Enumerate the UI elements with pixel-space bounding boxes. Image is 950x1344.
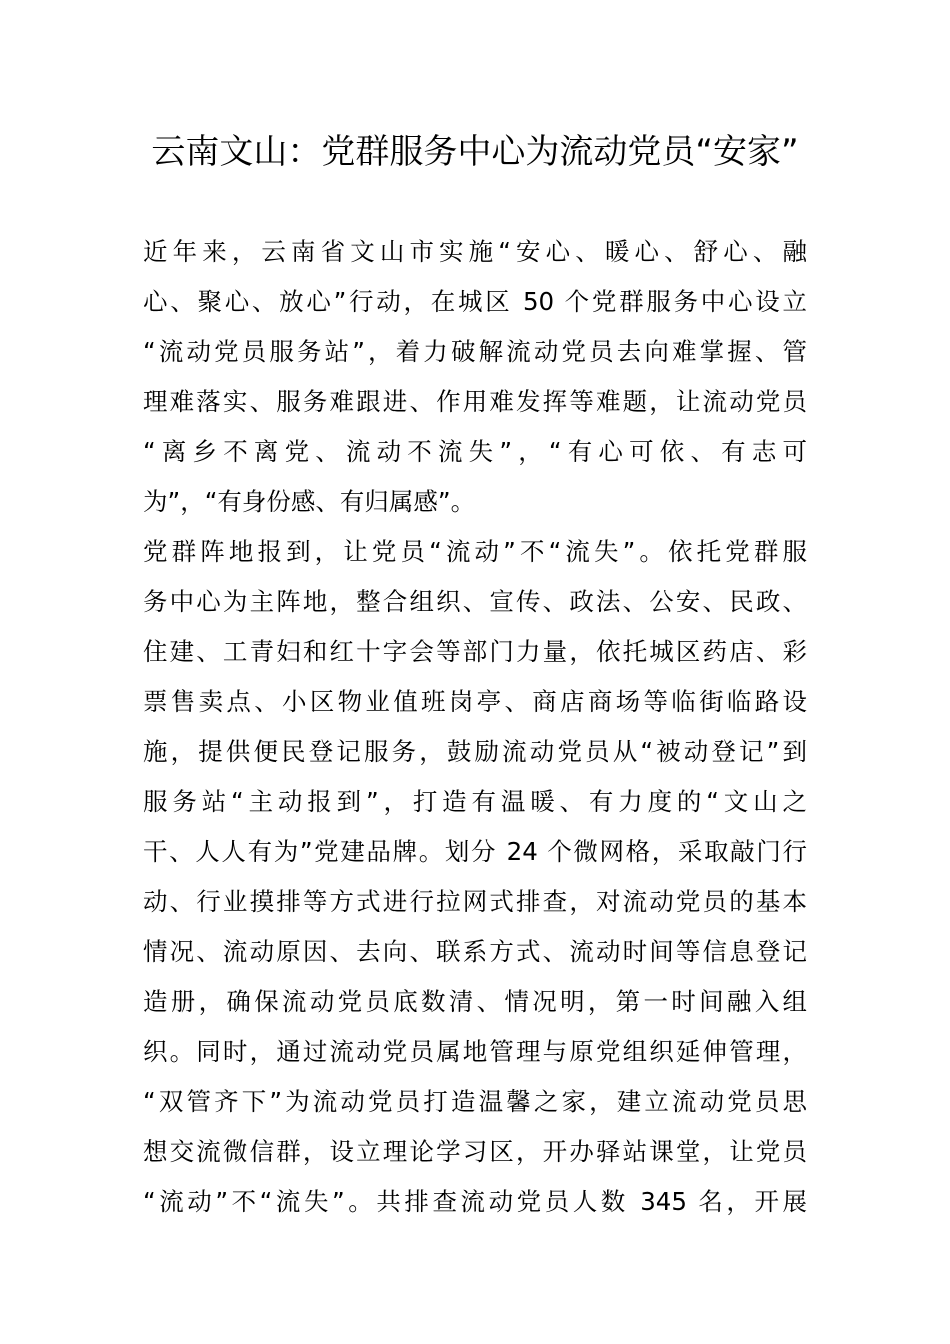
document-title: 云南文山：党群服务中心为流动党员“安家”: [151, 132, 799, 172]
text-line: 干、人人有为”党建品牌。划分 24 个微网格，采取敲门行: [143, 837, 807, 866]
text-line: 心、聚心、放心”行动，在城区 50 个党群服务中心设立: [143, 287, 807, 316]
text-line: “双管齐下”为流动党员打造温馨之家，建立流动党员思: [143, 1087, 807, 1116]
text-line: 党群阵地报到，让党员“流动”不“流失”。依托党群服: [143, 537, 807, 566]
text-line: 住建、工青妇和红十字会等部门力量，依托城区药店、彩: [143, 637, 807, 666]
document-body: [143, 227, 807, 1227]
text-line: 理难落实、服务难跟进、作用难发挥等难题，让流动党员: [143, 387, 807, 416]
text-line: 动、行业摸排等方式进行拉网式排查，对流动党员的基本: [143, 887, 807, 916]
text-line: 织。同时，通过流动党员属地管理与原党组织延伸管理，: [143, 1037, 807, 1066]
text-line: 为”，“有身份感、有归属感”。: [143, 487, 476, 516]
text-line: 务中心为主阵地，整合组织、宣传、政法、公安、民政、: [143, 587, 807, 616]
text-line: 服务站“主动报到”，打造有温暖、有力度的“文山之: [143, 787, 807, 816]
text-line: 施，提供便民登记服务，鼓励流动党员从“被动登记”到: [143, 737, 807, 766]
text-line: “离乡不离党、流动不流失”，“有心可依、有志可: [143, 437, 807, 466]
text-line: 近年来，云南省文山市实施“安心、暖心、舒心、融: [143, 237, 807, 266]
text-line: 想交流微信群，设立理论学习区，开办驿站课堂，让党员: [143, 1137, 807, 1166]
text-line: “流动”不“流失”。共排查流动党员人数 345 名，开展: [143, 1187, 807, 1216]
text-line: 情况、流动原因、去向、联系方式、流动时间等信息登记: [143, 937, 807, 966]
text-line: “流动党员服务站”，着力破解流动党员去向难掌握、管: [143, 337, 807, 366]
text-line: 造册，确保流动党员底数清、情况明，第一时间融入组: [143, 987, 807, 1016]
paragraph-1: [143, 227, 807, 527]
paragraph-2: [143, 527, 807, 1227]
text-line: 票售卖点、小区物业值班岗亭、商店商场等临街临路设: [143, 687, 807, 716]
